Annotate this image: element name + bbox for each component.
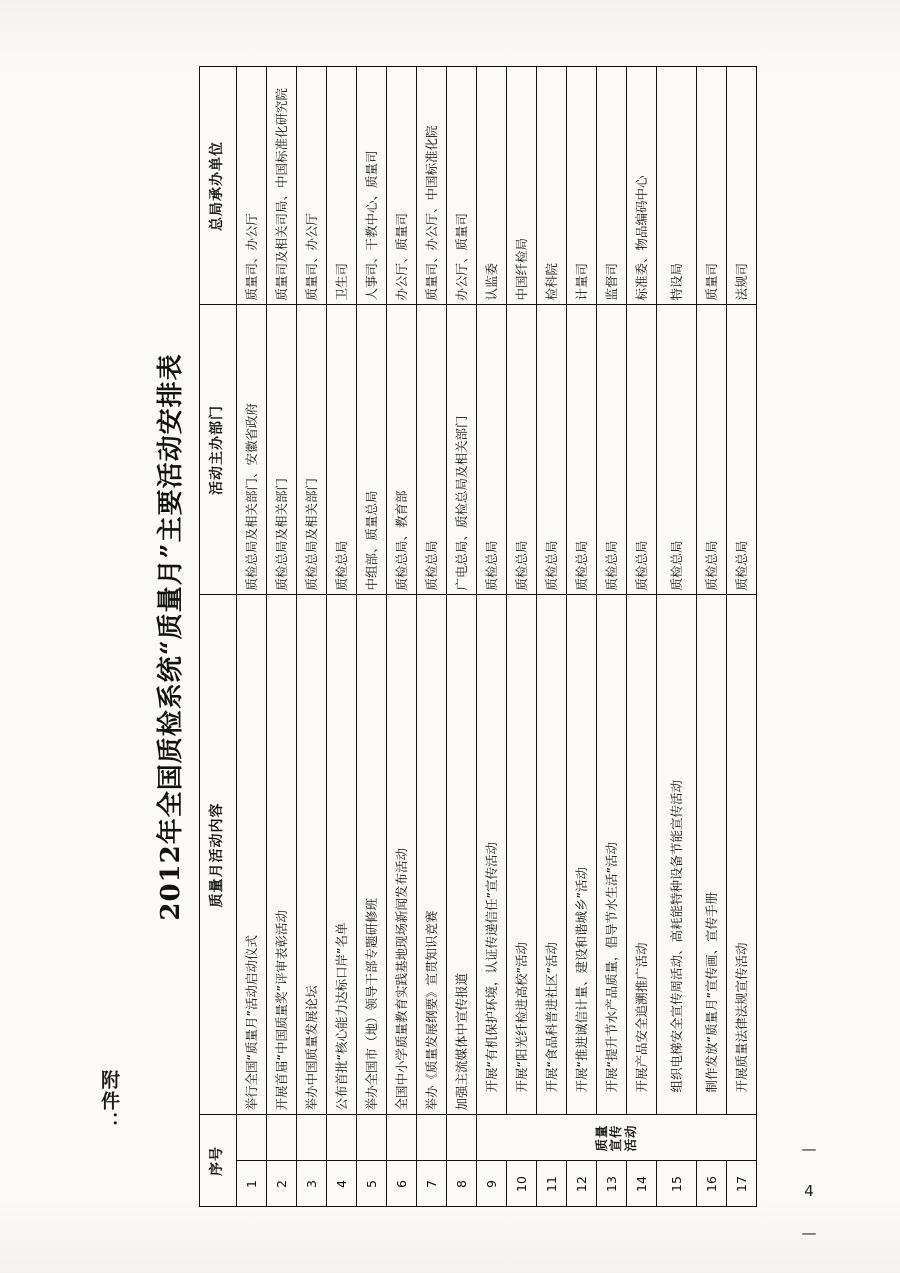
row-activity-content: 开展“提升节水产品质量，倡导节水生活”活动 [597,595,627,1115]
row-undertaking-unit: 质量司 [697,67,727,305]
row-sequence-number: 4 [327,1161,357,1207]
table-row [387,67,417,1207]
row-undertaking-unit: 质量司及相关司局、中国标准化研究院 [267,67,297,305]
row-host-department: 质检总局 [507,305,537,595]
page-title: 2012年全国质检系统“质量月”主要活动安排表 [156,352,186,921]
table-row [627,67,657,1207]
row-sequence-number: 11 [537,1161,567,1207]
row-sequence-number: 8 [447,1161,477,1207]
row-sequence-number: 9 [477,1161,507,1207]
table-row [657,67,697,1207]
table-row [237,67,267,1207]
row-activity-content: 开展“阳光纤检进高校”活动 [507,595,537,1115]
row-group-empty [327,1115,357,1161]
row-host-department: 质检总局、教育部 [387,305,417,595]
table-row [297,67,327,1207]
row-host-department: 质检总局及相关部门 [267,305,297,595]
row-undertaking-unit: 认监委 [477,67,507,305]
row-activity-content: 组织电梯安全宣传周活动、高耗能特种设备节能宣传活动 [657,595,697,1115]
row-undertaking-unit: 办公厅、质量司 [447,67,477,305]
column-header-seq: 序号 [200,1115,237,1207]
row-undertaking-unit: 中国纤检局 [507,67,537,305]
row-sequence-number: 1 [237,1161,267,1207]
row-host-department: 质检总局 [727,305,757,595]
attachment-label: 附件： [98,1070,120,1133]
table-row [417,67,447,1207]
row-activity-content: 制作发放“质量月”宣传画、宣传手册 [697,595,727,1115]
row-host-department: 质检总局及相关部门 [297,305,327,595]
row-sequence-number: 12 [567,1161,597,1207]
row-undertaking-unit: 法规司 [727,67,757,305]
row-group-empty [237,1115,267,1161]
row-activity-content: 举办《质量发展纲要》宣贯知识竞赛 [417,595,447,1115]
table-row [477,67,507,1207]
row-undertaking-unit: 质量司、办公厅 [237,67,267,305]
column-header-content: 质量月活动内容 [200,595,237,1115]
row-activity-content: 开展首届“中国质量奖”评审表彰活动 [267,595,297,1115]
row-sequence-number: 13 [597,1161,627,1207]
row-activity-content: 加强主流媒体中宣传报道 [447,595,477,1115]
column-header-unit: 总局承办单位 [200,67,237,305]
row-activity-content: 全国中小学质量教育实践基地现场新闻发布活动 [387,595,417,1115]
row-undertaking-unit: 质量司、办公厅、中国标准化院 [417,67,447,305]
row-group-empty [387,1115,417,1161]
row-host-department: 质检总局 [327,305,357,595]
table-row [507,67,537,1207]
column-header-dept: 活动主办部门 [200,305,237,595]
row-undertaking-unit: 质量司、办公厅 [297,67,327,305]
row-group-label: 质量宣传活动 [477,1115,757,1161]
row-activity-content: 举办全国市（地）领导干部专题研修班 [357,595,387,1115]
row-undertaking-unit: 检科院 [537,67,567,305]
row-activity-content: 开展产品安全追溯推广活动 [627,595,657,1115]
row-activity-content: 开展“食品科普进社区”活动 [537,595,567,1115]
table-row [537,67,567,1207]
row-activity-content: 举行全国“质量月”活动启动仪式 [237,595,267,1115]
table-header-row [200,67,237,1207]
row-undertaking-unit: 监督司 [597,67,627,305]
row-activity-content: 公布首批“核心能力达标口岸”名单 [327,595,357,1115]
row-host-department: 质检总局 [477,305,507,595]
activity-schedule-table [199,66,757,1207]
row-host-department: 质检总局 [537,305,567,595]
row-activity-content: 开展“推进诚信计量、建设和谐城乡”活动 [567,595,597,1115]
row-undertaking-unit: 办公厅、质量司 [387,67,417,305]
table-row [697,67,727,1207]
row-group-empty [267,1115,297,1161]
row-group-empty [417,1115,447,1161]
row-host-department: 质检总局 [597,305,627,595]
row-host-department: 中组部、质量总局 [357,305,387,595]
row-sequence-number: 15 [657,1161,697,1207]
row-sequence-number: 7 [417,1161,447,1207]
table-body [237,67,757,1207]
row-sequence-number: 5 [357,1161,387,1207]
row-sequence-number: 14 [627,1161,657,1207]
row-undertaking-unit: 计量司 [567,67,597,305]
row-host-department: 质检总局及相关部门、安徽省政府 [237,305,267,595]
row-undertaking-unit: 特设局 [657,67,697,305]
page-number: — 4 — [800,1140,818,1245]
row-host-department: 质检总局 [657,305,697,595]
table-row [567,67,597,1207]
row-undertaking-unit: 人事司、干教中心、质量司 [357,67,387,305]
row-host-department: 质检总局 [417,305,447,595]
row-undertaking-unit: 卫生司 [327,67,357,305]
row-sequence-number: 17 [727,1161,757,1207]
table-row [447,67,477,1207]
row-host-department: 广电总局、质检总局及相关部门 [447,305,477,595]
row-undertaking-unit: 标准委、物品编码中心 [627,67,657,305]
row-host-department: 质检总局 [567,305,597,595]
row-sequence-number: 16 [697,1161,727,1207]
row-sequence-number: 6 [387,1161,417,1207]
row-activity-content: 开展“有机保护环境，认证传递信任”宣传活动 [477,595,507,1115]
row-sequence-number: 3 [297,1161,327,1207]
row-activity-content: 开展质量法律法规宣传活动 [727,595,757,1115]
row-sequence-number: 2 [267,1161,297,1207]
row-host-department: 质检总局 [627,305,657,595]
row-activity-content: 举办中国质量发展论坛 [297,595,327,1115]
row-group-empty [297,1115,327,1161]
table-row [327,67,357,1207]
row-sequence-number: 10 [507,1161,537,1207]
row-host-department: 质检总局 [697,305,727,595]
table-row [727,67,757,1207]
table-row [597,67,627,1207]
table-row [357,67,387,1207]
table-row [267,67,297,1207]
row-group-empty [447,1115,477,1161]
rotated-content-wrapper [150,57,750,1217]
row-group-empty [357,1115,387,1161]
table-sheet [150,57,750,1217]
